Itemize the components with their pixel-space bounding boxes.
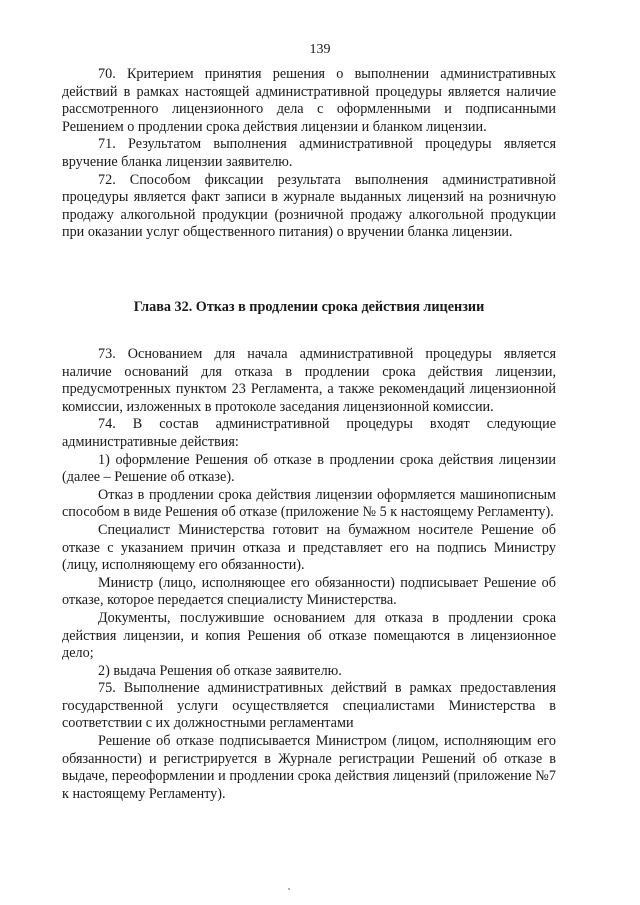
paragraph-71: 71. Результатом выполнения административной процедуры является вручение бланка лицензии заявителю. — [62, 136, 556, 170]
paragraph-70: 70. Критерием принятия решения о выполнении административных действий в рамках настоящей административной процедуры является наличие рассмотренного лицензионного дела с оформленными и подписанными Решением о продлении срока действия лицензии и бланком лицензии. — [62, 66, 556, 135]
paragraph-minister: Министр (лицо, исполняющее его обязанности) подписывает Решение об отказе, которое передается специалисту Министерства. — [62, 574, 556, 609]
paragraph-73: 73. Основанием для начала административной процедуры является наличие оснований для отказа в продлении срока действия лицензии, предусмотренных пунктом 23 Регламента, а также рекомендаций лицензионной комиссии, изложенных в протоколе заседания лицензионной комиссии. — [62, 346, 556, 415]
paragraph-specialist: Специалист Министерства готовит на бумажном носителе Решение об отказе с указанием причин отказа и представляет его на подпись Министру (лицу, исполняющему его обязанности). — [62, 521, 556, 574]
scan-speck — [288, 888, 290, 890]
chapter-heading: Глава 32. Отказ в продлении срока действия лицензии — [133, 299, 485, 315]
paragraph-signature: Решение об отказе подписывается Министром (лицом, исполняющим его обязанности) и регистрируется в Журнале регистрации Решений об отказе в выдаче, переоформлении и продлении срока действия лицензий (приложение №7 к настоящему Регламенту). — [62, 733, 556, 802]
paragraph-74-item-2: 2) выдача Решения об отказе заявителю. — [98, 662, 342, 679]
paragraph-72: 72. Способом фиксации результата выполнения административной процедуры является факт записи в журнале выданных лицензий на розничную продажу алкогольной продукции (розничной продажу алкогольной продукции при оказании услуг общественного питания) о вручении бланка лицензии. — [62, 171, 556, 241]
text-block-main — [62, 346, 556, 803]
paragraph-refusal-form: Отказ в продлении срока действия лицензии оформляется машинописным способом в виде Решения об отказе (приложение № 5 к настоящему Регламенту). — [62, 486, 556, 521]
text-block-top — [62, 66, 556, 242]
paragraph-documents: Документы, послужившие основанием для отказа в продлении срока действия лицензии, и копия Решения об отказе помещаются в лицензионное дело; — [62, 609, 556, 662]
paragraph-74: 74. В состав административной процедуры входят следующие административные действия: — [62, 416, 556, 450]
paragraph-75: 75. Выполнение административных действий в рамках предоставления государственной услуги осуществляется специалистами Министерства в соответствии с их должностными регламентами — [62, 680, 556, 732]
paragraph-74-item-1: 1) оформление Решения об отказе в продлении срока действия лицензии (далее – Решение об отказе). — [62, 451, 556, 486]
page-number: 139 — [309, 42, 331, 57]
